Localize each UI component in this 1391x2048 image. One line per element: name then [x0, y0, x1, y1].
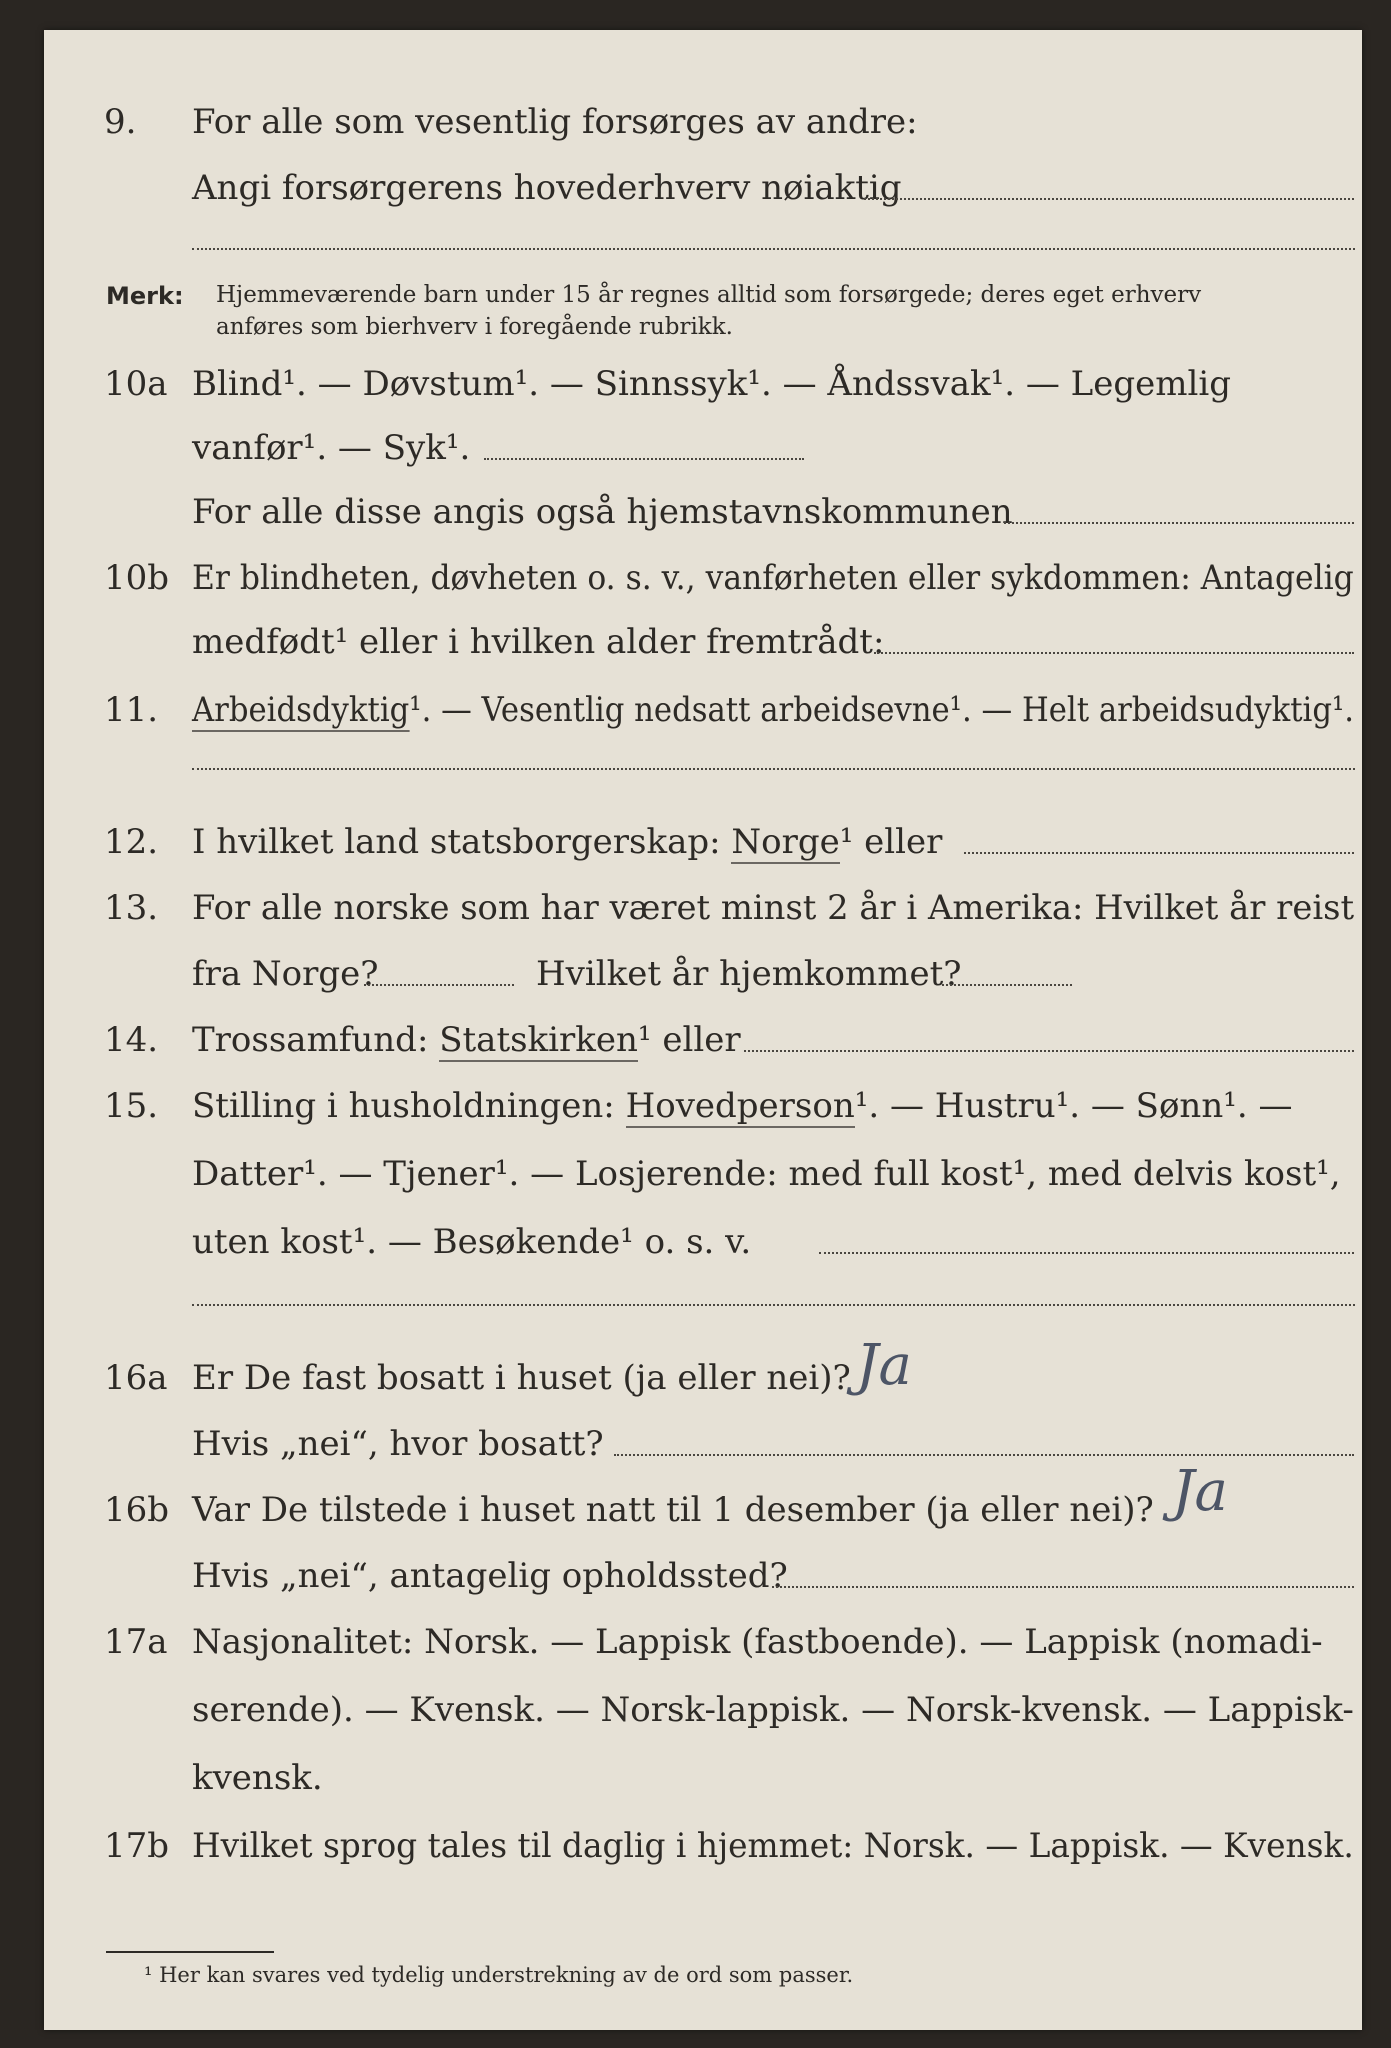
- census-form-page: [44, 30, 1362, 2030]
- question-text: Stilling i husholdningen:: [192, 1086, 615, 1126]
- question-9-line-2: [44, 168, 1362, 208]
- question-10b-line-2: [44, 622, 1362, 662]
- answer-line[interactable]: [192, 768, 1355, 770]
- underlined-answer: Arbeidsdyktig: [192, 690, 410, 730]
- answer-line[interactable]: [964, 852, 1354, 854]
- question-text: ¹. — Hustru¹. — Sønn¹. —: [854, 1086, 1293, 1126]
- question-text-wrap: [192, 822, 942, 862]
- question-16a: [44, 1358, 1362, 1398]
- question-text: Datter¹. — Tjener¹. — Losjerende: med full kost¹, med delvis kost¹,: [192, 1154, 1341, 1194]
- note-label: Merk:: [106, 282, 184, 310]
- answer-line[interactable]: [874, 652, 1354, 654]
- answer-line[interactable]: [1004, 522, 1354, 524]
- question-number: 17a: [104, 1622, 168, 1662]
- question-15-line-3: [44, 1222, 1362, 1262]
- note-text: anføres som bierhverv i foregående rubrikk.: [216, 314, 733, 340]
- question-text-wrap: [192, 690, 1354, 730]
- question-text: Nasjonalitet: Norsk. — Lappisk (fastboende). — Lappisk (nomadi-: [192, 1622, 1323, 1662]
- question-text: For alle som vesentlig forsørges av andre:: [192, 102, 918, 142]
- handwritten-answer: Ja: [856, 1333, 912, 1398]
- question-text: For alle disse angis også hjemstavnskommunen: [192, 492, 1013, 532]
- question-number: 15.: [104, 1086, 159, 1126]
- question-text: For alle norske som har været minst 2 år i Amerika: Hvilket år reist: [192, 888, 1355, 928]
- note-text: Hjemmeværende barn under 15 år regnes alltid som forsørgede; deres eget erhverv: [216, 282, 1202, 308]
- question-15: [44, 1086, 1362, 1126]
- question-number: 10a: [104, 364, 168, 404]
- underlined-answer: Hovedperson: [625, 1086, 855, 1126]
- question-10a-line-2: [44, 428, 1362, 468]
- footnote-divider: [106, 1951, 274, 1953]
- question-13: [44, 888, 1362, 928]
- answer-line[interactable]: [744, 1050, 1354, 1052]
- answer-line[interactable]: [484, 458, 804, 460]
- answer-line[interactable]: [772, 1586, 1354, 1588]
- question-17a-line-2: [44, 1690, 1362, 1730]
- question-text: Var De tilstede i huset natt til 1 desember (ja eller nei)?: [192, 1490, 1154, 1530]
- question-text-wrap: [192, 1086, 1292, 1126]
- question-number: 16a: [104, 1358, 168, 1398]
- question-16a-line-2: [44, 1424, 1362, 1464]
- question-text: Angi forsørgerens hovederhverv nøiaktig: [192, 168, 902, 208]
- question-text: vanfør¹. — Syk¹.: [192, 428, 471, 468]
- answer-line[interactable]: [864, 198, 1354, 200]
- question-12: [44, 822, 1362, 862]
- question-text: serende). — Kvensk. — Norsk-lappisk. — Norsk-kvensk. — Lappisk-: [192, 1690, 1354, 1730]
- question-text: uten kost¹. — Besøkende¹ o. s. v.: [192, 1222, 752, 1262]
- footnote: [144, 1963, 853, 1987]
- question-text: ¹ eller: [637, 1020, 741, 1060]
- question-text: Trossamfund:: [192, 1020, 429, 1060]
- question-14: [44, 1020, 1362, 1060]
- question-number: 12.: [104, 822, 159, 862]
- question-17a-line-3: [44, 1758, 1362, 1798]
- answer-line[interactable]: [942, 984, 1072, 986]
- question-text-wrap: [192, 1020, 741, 1060]
- question-10a-line-3: [44, 492, 1362, 532]
- question-text: fra Norge?: [192, 954, 379, 994]
- question-text: Hvilket sprog tales til daglig i hjemmet: Norsk. — Lappisk. — Kvensk.: [192, 1826, 1354, 1866]
- answer-line[interactable]: [192, 248, 1355, 250]
- question-text: Hvilket år hjemkommet?: [536, 954, 962, 994]
- question-text: medfødt¹ eller i hvilken alder fremtrådt:: [192, 622, 885, 662]
- answer-line[interactable]: [192, 1304, 1355, 1306]
- question-text: I hvilket land statsborgerskap:: [192, 822, 721, 862]
- question-text: Hvis „nei“, antagelig opholdssted?: [192, 1556, 788, 1596]
- question-number: 13.: [104, 888, 159, 928]
- question-15-line-2: [44, 1154, 1362, 1194]
- question-text: kvensk.: [192, 1758, 323, 1798]
- question-10b: [44, 558, 1362, 598]
- question-13-line-2: [44, 954, 1362, 994]
- question-9: [44, 102, 1362, 142]
- question-text: Blind¹. — Døvstum¹. — Sinnssyk¹. — Åndssvak¹. — Legemlig: [192, 364, 1231, 404]
- question-number: 9.: [104, 102, 137, 142]
- question-17a: [44, 1622, 1362, 1662]
- question-text: Er De fast bosatt i huset (ja eller nei)?: [192, 1358, 851, 1398]
- underlined-answer: Statskirken: [439, 1020, 638, 1060]
- question-text: Er blindheten, døvheten o. s. v., vanførheten eller sykdommen: Antagelig: [192, 558, 1354, 598]
- question-16b-line-2: [44, 1556, 1362, 1596]
- question-number: 11.: [104, 690, 159, 730]
- question-16b: [44, 1490, 1362, 1530]
- answer-line[interactable]: [614, 1454, 1354, 1456]
- question-11: [44, 690, 1362, 730]
- question-text: ¹. — Vesentlig nedsatt arbeidsevne¹. — Helt arbeidsudyktig¹.: [409, 690, 1355, 730]
- question-17b: [44, 1826, 1362, 1866]
- question-10a: [44, 364, 1362, 404]
- question-number: 17b: [104, 1826, 170, 1866]
- question-number: 10b: [104, 558, 170, 598]
- question-number: 14.: [104, 1020, 159, 1060]
- question-text: Hvis „nei“, hvor bosatt?: [192, 1424, 604, 1464]
- underlined-answer: Norge: [731, 822, 840, 862]
- question-text: ¹ eller: [839, 822, 943, 862]
- question-number: 16b: [104, 1490, 170, 1530]
- answer-line[interactable]: [364, 984, 514, 986]
- handwritten-answer: Ja: [1172, 1459, 1228, 1524]
- answer-line[interactable]: [819, 1252, 1354, 1254]
- footnote-text: Her kan svares ved tydelig understrekning av de ord som passer.: [159, 1963, 854, 1987]
- footnote-mark: ¹: [144, 1963, 153, 1987]
